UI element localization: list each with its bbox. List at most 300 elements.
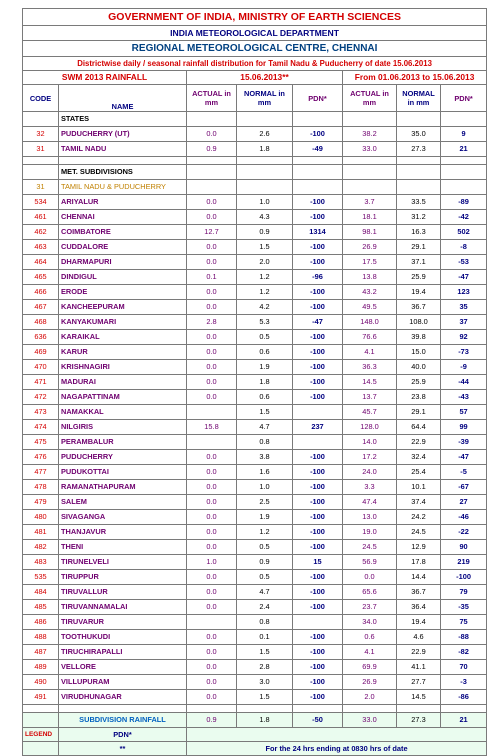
row-normal-daily: 1.9 bbox=[237, 510, 293, 525]
row-actual-daily: 0.0 bbox=[187, 285, 237, 300]
row-name: DINDIGUL bbox=[59, 270, 187, 285]
row-actual-seasonal: 4.1 bbox=[343, 645, 397, 660]
row-name: THENI bbox=[59, 540, 187, 555]
row-name: TOOTHUKUDI bbox=[59, 630, 187, 645]
row-actual-seasonal: 19.0 bbox=[343, 525, 397, 540]
row-pdn-seasonal: 75 bbox=[441, 615, 487, 630]
district-row bbox=[23, 660, 487, 675]
district-row bbox=[23, 195, 487, 210]
row-code: 490 bbox=[23, 675, 59, 690]
row-name: TIRUPPUR bbox=[59, 570, 187, 585]
row-code: 478 bbox=[23, 480, 59, 495]
row-pdn-seasonal: -44 bbox=[441, 375, 487, 390]
row-normal-seasonal: 24.2 bbox=[397, 510, 441, 525]
row-pdn-daily: -100 bbox=[293, 660, 343, 675]
row-actual-seasonal: 0.0 bbox=[343, 570, 397, 585]
row-normal-daily: 0.8 bbox=[237, 435, 293, 450]
district-row bbox=[23, 585, 487, 600]
row-name: TAMIL NADU bbox=[59, 142, 187, 157]
district-row bbox=[23, 240, 487, 255]
row-code: 534 bbox=[23, 195, 59, 210]
row-actual-daily: 0.0 bbox=[187, 480, 237, 495]
row-pdn-seasonal: 37 bbox=[441, 315, 487, 330]
district-row bbox=[23, 405, 487, 420]
row-normal-seasonal: 39.8 bbox=[397, 330, 441, 345]
row-actual-daily: 0.0 bbox=[187, 210, 237, 225]
row-normal-seasonal: 4.6 bbox=[397, 630, 441, 645]
subdivision-normal-seasonal: 27.3 bbox=[397, 713, 441, 728]
row-name: CHENNAI bbox=[59, 210, 187, 225]
row-code: 483 bbox=[23, 555, 59, 570]
row-code: 474 bbox=[23, 420, 59, 435]
row-code: 486 bbox=[23, 615, 59, 630]
row-normal-daily: 0.9 bbox=[237, 225, 293, 240]
row-pdn-daily: -100 bbox=[293, 285, 343, 300]
row-code: 477 bbox=[23, 465, 59, 480]
row-normal-daily: 0.5 bbox=[237, 540, 293, 555]
header-actual: ACTUAL in mm bbox=[187, 85, 237, 112]
row-name: TIRUCHIRAPALLI bbox=[59, 645, 187, 660]
row-normal-seasonal: 32.4 bbox=[397, 450, 441, 465]
row-name: VILLUPURAM bbox=[59, 675, 187, 690]
row-actual-seasonal: 17.5 bbox=[343, 255, 397, 270]
row-pdn-daily: -49 bbox=[293, 142, 343, 157]
row-name: TIRUNELVELI bbox=[59, 555, 187, 570]
row-normal-daily: 1.0 bbox=[237, 480, 293, 495]
subdivision-total-label: SUBDIVISION RAINFALL bbox=[59, 713, 187, 728]
row-actual-seasonal: 65.6 bbox=[343, 585, 397, 600]
district-row bbox=[23, 435, 487, 450]
row-actual-seasonal: 23.7 bbox=[343, 600, 397, 615]
row-pdn-seasonal: 99 bbox=[441, 420, 487, 435]
seasonal-range: From 01.06.2013 to 15.06.2013 bbox=[343, 71, 487, 85]
subdivision-pdn-seasonal: 21 bbox=[441, 713, 487, 728]
row-actual-daily: 0.0 bbox=[187, 690, 237, 705]
row-pdn-seasonal: -47 bbox=[441, 270, 487, 285]
row-actual-seasonal: 45.7 bbox=[343, 405, 397, 420]
row-actual-seasonal: 98.1 bbox=[343, 225, 397, 240]
row-code: 467 bbox=[23, 300, 59, 315]
row-pdn-seasonal: -100 bbox=[441, 570, 487, 585]
row-code: 481 bbox=[23, 525, 59, 540]
row-pdn-daily: -100 bbox=[293, 450, 343, 465]
row-normal-seasonal: 14.4 bbox=[397, 570, 441, 585]
row-pdn-seasonal: -89 bbox=[441, 195, 487, 210]
row-normal-daily: 0.9 bbox=[237, 555, 293, 570]
row-name: KARAIKAL bbox=[59, 330, 187, 345]
row-actual-daily: 0.0 bbox=[187, 645, 237, 660]
row-pdn-daily bbox=[293, 435, 343, 450]
row-normal-seasonal: 14.5 bbox=[397, 690, 441, 705]
row-actual-seasonal: 47.4 bbox=[343, 495, 397, 510]
row-code: 468 bbox=[23, 315, 59, 330]
row-actual-daily: 0.0 bbox=[187, 255, 237, 270]
header-normal: NORMAL in mm bbox=[237, 85, 293, 112]
row-name: VELLORE bbox=[59, 660, 187, 675]
row-normal-daily: 1.6 bbox=[237, 465, 293, 480]
state-row bbox=[23, 142, 487, 157]
row-actual-seasonal: 43.2 bbox=[343, 285, 397, 300]
row-actual-daily: 0.0 bbox=[187, 570, 237, 585]
row-actual-daily: 0.0 bbox=[187, 127, 237, 142]
row-normal-daily: 1.5 bbox=[237, 645, 293, 660]
row-normal-seasonal: 15.0 bbox=[397, 345, 441, 360]
header-actual-seasonal: ACTUAL in mm bbox=[343, 85, 397, 112]
row-normal-daily: 4.7 bbox=[237, 420, 293, 435]
row-name: NAGAPATTINAM bbox=[59, 390, 187, 405]
row-actual-daily bbox=[187, 405, 237, 420]
row-pdn-seasonal: -8 bbox=[441, 240, 487, 255]
row-actual-seasonal: 26.9 bbox=[343, 240, 397, 255]
row-code: 463 bbox=[23, 240, 59, 255]
district-row bbox=[23, 480, 487, 495]
row-code: 480 bbox=[23, 510, 59, 525]
subdivision-pdn-daily: -50 bbox=[293, 713, 343, 728]
row-name: KANCHEEPURAM bbox=[59, 300, 187, 315]
row-normal-seasonal: 22.9 bbox=[397, 645, 441, 660]
row-actual-seasonal: 128.0 bbox=[343, 420, 397, 435]
header-pdn-seasonal: PDN* bbox=[441, 85, 487, 112]
row-normal-daily: 3.8 bbox=[237, 450, 293, 465]
row-normal-daily: 1.8 bbox=[237, 375, 293, 390]
district-row bbox=[23, 690, 487, 705]
row-name: COIMBATORE bbox=[59, 225, 187, 240]
district-row bbox=[23, 615, 487, 630]
row-normal-daily: 2.8 bbox=[237, 660, 293, 675]
row-code: 473 bbox=[23, 405, 59, 420]
row-name: TIRUVARUR bbox=[59, 615, 187, 630]
row-code: 464 bbox=[23, 255, 59, 270]
row-normal-seasonal: 29.1 bbox=[397, 405, 441, 420]
row-name: RAMANATHAPURAM bbox=[59, 480, 187, 495]
row-pdn-seasonal: 79 bbox=[441, 585, 487, 600]
row-pdn-daily: -100 bbox=[293, 690, 343, 705]
district-row bbox=[23, 225, 487, 240]
row-normal-daily: 0.6 bbox=[237, 390, 293, 405]
row-pdn-daily: -100 bbox=[293, 675, 343, 690]
row-actual-seasonal: 26.9 bbox=[343, 675, 397, 690]
row-code: 489 bbox=[23, 660, 59, 675]
row-pdn-daily: -100 bbox=[293, 525, 343, 540]
row-normal-daily: 4.3 bbox=[237, 210, 293, 225]
row-name: KARUR bbox=[59, 345, 187, 360]
legend-star: ** bbox=[59, 742, 187, 756]
subdivision-actual-seasonal: 33.0 bbox=[343, 713, 397, 728]
row-normal-daily: 1.5 bbox=[237, 690, 293, 705]
row-actual-seasonal: 14.5 bbox=[343, 375, 397, 390]
row-normal-seasonal: 27.3 bbox=[397, 142, 441, 157]
row-pdn-seasonal: -53 bbox=[441, 255, 487, 270]
row-normal-seasonal: 64.4 bbox=[397, 420, 441, 435]
row-pdn-seasonal: 57 bbox=[441, 405, 487, 420]
row-actual-seasonal: 34.0 bbox=[343, 615, 397, 630]
district-row bbox=[23, 645, 487, 660]
row-actual-seasonal: 56.9 bbox=[343, 555, 397, 570]
row-actual-daily: 0.0 bbox=[187, 465, 237, 480]
row-pdn-daily: -100 bbox=[293, 330, 343, 345]
row-actual-daily: 0.0 bbox=[187, 240, 237, 255]
subdivision-normal-daily: 1.8 bbox=[237, 713, 293, 728]
row-normal-seasonal: 23.8 bbox=[397, 390, 441, 405]
row-normal-seasonal: 37.1 bbox=[397, 255, 441, 270]
row-actual-seasonal: 3.3 bbox=[343, 480, 397, 495]
row-normal-daily: 1.2 bbox=[237, 285, 293, 300]
row-pdn-daily: -100 bbox=[293, 540, 343, 555]
header-name: NAME bbox=[59, 85, 187, 112]
row-actual-daily: 0.0 bbox=[187, 390, 237, 405]
row-actual-daily: 0.1 bbox=[187, 270, 237, 285]
row-normal-daily: 1.9 bbox=[237, 360, 293, 375]
row-pdn-daily: -100 bbox=[293, 465, 343, 480]
district-row bbox=[23, 390, 487, 405]
row-normal-seasonal: 40.0 bbox=[397, 360, 441, 375]
row-actual-daily: 12.7 bbox=[187, 225, 237, 240]
row-normal-seasonal: 25.9 bbox=[397, 270, 441, 285]
row-pdn-daily bbox=[293, 615, 343, 630]
row-normal-seasonal: 36.7 bbox=[397, 585, 441, 600]
row-pdn-daily: -96 bbox=[293, 270, 343, 285]
row-name: PUDUKOTTAI bbox=[59, 465, 187, 480]
district-row bbox=[23, 450, 487, 465]
row-normal-seasonal: 25.9 bbox=[397, 375, 441, 390]
row-name: NAMAKKAL bbox=[59, 405, 187, 420]
row-pdn-daily: -47 bbox=[293, 315, 343, 330]
row-code: 535 bbox=[23, 570, 59, 585]
row-pdn-daily: -100 bbox=[293, 375, 343, 390]
title-ministry: GOVERNMENT OF INDIA, MINISTRY OF EARTH SCIENCES bbox=[23, 9, 487, 26]
row-code: 487 bbox=[23, 645, 59, 660]
row-actual-daily: 2.8 bbox=[187, 315, 237, 330]
row-pdn-daily: -100 bbox=[293, 195, 343, 210]
row-normal-daily: 1.5 bbox=[237, 405, 293, 420]
row-pdn-seasonal: 92 bbox=[441, 330, 487, 345]
row-pdn-daily: -100 bbox=[293, 645, 343, 660]
row-actual-seasonal: 24.5 bbox=[343, 540, 397, 555]
row-normal-seasonal: 33.5 bbox=[397, 195, 441, 210]
row-pdn-seasonal: 502 bbox=[441, 225, 487, 240]
row-actual-daily bbox=[187, 615, 237, 630]
subdivision-code: 31 bbox=[23, 180, 59, 195]
legend-pdn: PDN* bbox=[59, 728, 187, 742]
row-normal-daily: 0.6 bbox=[237, 345, 293, 360]
row-name: KRISHNAGIRI bbox=[59, 360, 187, 375]
district-row bbox=[23, 675, 487, 690]
row-normal-daily: 0.1 bbox=[237, 630, 293, 645]
row-pdn-daily: -100 bbox=[293, 345, 343, 360]
row-pdn-daily: -100 bbox=[293, 127, 343, 142]
district-row bbox=[23, 375, 487, 390]
district-row bbox=[23, 315, 487, 330]
row-actual-daily: 0.0 bbox=[187, 630, 237, 645]
row-normal-daily: 4.2 bbox=[237, 300, 293, 315]
district-row bbox=[23, 570, 487, 585]
row-normal-seasonal: 17.8 bbox=[397, 555, 441, 570]
row-pdn-seasonal: -43 bbox=[441, 390, 487, 405]
row-pdn-seasonal: -22 bbox=[441, 525, 487, 540]
title-imd: INDIA METEOROLOGICAL DEPARTMENT bbox=[23, 26, 487, 41]
subdivision-name: TAMIL NADU & PUDUCHERRY bbox=[59, 180, 187, 195]
row-normal-daily: 4.7 bbox=[237, 585, 293, 600]
header-pdn: PDN* bbox=[293, 85, 343, 112]
legend-note: For the 24 hrs ending at 0830 hrs of date bbox=[187, 742, 487, 756]
row-normal-daily: 0.5 bbox=[237, 570, 293, 585]
district-row bbox=[23, 360, 487, 375]
row-normal-seasonal: 12.9 bbox=[397, 540, 441, 555]
row-pdn-seasonal: -3 bbox=[441, 675, 487, 690]
row-pdn-seasonal: -86 bbox=[441, 690, 487, 705]
district-row bbox=[23, 345, 487, 360]
row-code: 461 bbox=[23, 210, 59, 225]
table-subtitle: Districtwise daily / seasonal rainfall distribution for Tamil Nadu & Puducherry of date 15.06.2013 bbox=[23, 57, 487, 71]
row-normal-daily: 1.5 bbox=[237, 240, 293, 255]
row-code: 466 bbox=[23, 285, 59, 300]
row-code: 484 bbox=[23, 585, 59, 600]
row-actual-daily: 0.0 bbox=[187, 510, 237, 525]
row-pdn-seasonal: -42 bbox=[441, 210, 487, 225]
met-subdivisions-label: MET. SUBDIVISIONS bbox=[59, 165, 187, 180]
row-pdn-daily: 237 bbox=[293, 420, 343, 435]
row-normal-seasonal: 16.3 bbox=[397, 225, 441, 240]
row-pdn-daily: -100 bbox=[293, 390, 343, 405]
row-actual-daily: 0.0 bbox=[187, 675, 237, 690]
row-name: SALEM bbox=[59, 495, 187, 510]
row-actual-seasonal: 13.8 bbox=[343, 270, 397, 285]
district-row bbox=[23, 540, 487, 555]
daily-date: 15.06.2013** bbox=[187, 71, 343, 85]
row-pdn-seasonal: 219 bbox=[441, 555, 487, 570]
row-actual-seasonal: 14.0 bbox=[343, 435, 397, 450]
row-name: DHARMAPURI bbox=[59, 255, 187, 270]
row-actual-seasonal: 2.0 bbox=[343, 690, 397, 705]
row-actual-daily: 0.0 bbox=[187, 540, 237, 555]
row-pdn-daily: -100 bbox=[293, 300, 343, 315]
row-normal-seasonal: 29.1 bbox=[397, 240, 441, 255]
district-row bbox=[23, 420, 487, 435]
row-name: THANJAVUR bbox=[59, 525, 187, 540]
row-code: 491 bbox=[23, 690, 59, 705]
row-actual-seasonal: 0.6 bbox=[343, 630, 397, 645]
row-pdn-seasonal: -5 bbox=[441, 465, 487, 480]
row-normal-seasonal: 108.0 bbox=[397, 315, 441, 330]
row-pdn-seasonal: -9 bbox=[441, 360, 487, 375]
row-pdn-daily: -100 bbox=[293, 585, 343, 600]
row-normal-daily: 0.8 bbox=[237, 615, 293, 630]
row-actual-daily: 0.0 bbox=[187, 195, 237, 210]
row-actual-daily: 0.0 bbox=[187, 300, 237, 315]
row-pdn-daily: -100 bbox=[293, 240, 343, 255]
subdivision-total-row bbox=[23, 713, 487, 728]
row-code: 482 bbox=[23, 540, 59, 555]
row-code: 470 bbox=[23, 360, 59, 375]
row-pdn-seasonal: -82 bbox=[441, 645, 487, 660]
row-name: PUDUCHERRY bbox=[59, 450, 187, 465]
row-normal-daily: 1.0 bbox=[237, 195, 293, 210]
district-row bbox=[23, 510, 487, 525]
district-row bbox=[23, 555, 487, 570]
row-actual-daily: 0.0 bbox=[187, 585, 237, 600]
row-actual-seasonal: 38.2 bbox=[343, 127, 397, 142]
row-code: 469 bbox=[23, 345, 59, 360]
row-pdn-seasonal: -39 bbox=[441, 435, 487, 450]
row-actual-daily: 0.0 bbox=[187, 345, 237, 360]
district-row bbox=[23, 255, 487, 270]
legend-label: LEGEND bbox=[23, 728, 59, 742]
row-name: VIRUDHUNAGAR bbox=[59, 690, 187, 705]
row-code: 476 bbox=[23, 450, 59, 465]
row-code: 636 bbox=[23, 330, 59, 345]
row-pdn-daily: -100 bbox=[293, 570, 343, 585]
row-actual-daily: 0.0 bbox=[187, 525, 237, 540]
state-row bbox=[23, 127, 487, 142]
row-actual-daily: 15.8 bbox=[187, 420, 237, 435]
row-pdn-daily: -100 bbox=[293, 600, 343, 615]
row-pdn-daily: -100 bbox=[293, 630, 343, 645]
row-pdn-daily: -100 bbox=[293, 255, 343, 270]
row-name: MADURAI bbox=[59, 375, 187, 390]
row-actual-daily: 0.0 bbox=[187, 360, 237, 375]
row-actual-seasonal: 33.0 bbox=[343, 142, 397, 157]
legend-pdn-note bbox=[187, 728, 487, 742]
row-actual-daily: 0.0 bbox=[187, 450, 237, 465]
row-normal-seasonal: 24.5 bbox=[397, 525, 441, 540]
row-normal-daily: 1.8 bbox=[237, 142, 293, 157]
row-pdn-daily: -100 bbox=[293, 495, 343, 510]
row-actual-daily: 1.0 bbox=[187, 555, 237, 570]
row-normal-seasonal: 36.4 bbox=[397, 600, 441, 615]
title-rmc: REGIONAL METEOROLOGICAL CENTRE, CHENNAI bbox=[23, 41, 487, 57]
row-pdn-seasonal: 90 bbox=[441, 540, 487, 555]
row-code: 472 bbox=[23, 390, 59, 405]
row-actual-seasonal: 17.2 bbox=[343, 450, 397, 465]
row-actual-seasonal: 76.6 bbox=[343, 330, 397, 345]
row-pdn-seasonal: 27 bbox=[441, 495, 487, 510]
row-name: TIRUVALLUR bbox=[59, 585, 187, 600]
row-name: PERAMBALUR bbox=[59, 435, 187, 450]
row-name: CUDDALORE bbox=[59, 240, 187, 255]
district-row bbox=[23, 270, 487, 285]
row-pdn-daily: 1314 bbox=[293, 225, 343, 240]
row-normal-daily: 2.0 bbox=[237, 255, 293, 270]
row-pdn-seasonal: -88 bbox=[441, 630, 487, 645]
row-actual-seasonal: 148.0 bbox=[343, 315, 397, 330]
row-pdn-daily bbox=[293, 405, 343, 420]
row-actual-seasonal: 4.1 bbox=[343, 345, 397, 360]
row-normal-seasonal: 37.4 bbox=[397, 495, 441, 510]
row-actual-seasonal: 13.0 bbox=[343, 510, 397, 525]
row-normal-seasonal: 19.4 bbox=[397, 615, 441, 630]
row-name: ARIYALUR bbox=[59, 195, 187, 210]
row-pdn-seasonal: -47 bbox=[441, 450, 487, 465]
row-pdn-seasonal: 21 bbox=[441, 142, 487, 157]
row-normal-seasonal: 19.4 bbox=[397, 285, 441, 300]
row-code: 465 bbox=[23, 270, 59, 285]
row-pdn-seasonal: -67 bbox=[441, 480, 487, 495]
row-pdn-daily: -100 bbox=[293, 360, 343, 375]
row-normal-daily: 1.2 bbox=[237, 525, 293, 540]
row-actual-daily: 0.0 bbox=[187, 330, 237, 345]
row-name: KANYAKUMARI bbox=[59, 315, 187, 330]
row-normal-seasonal: 27.7 bbox=[397, 675, 441, 690]
district-row bbox=[23, 525, 487, 540]
header-normal-seasonal: NORMAL in mm bbox=[397, 85, 441, 112]
row-name: TIRUVANNAMALAI bbox=[59, 600, 187, 615]
district-row bbox=[23, 630, 487, 645]
row-pdn-daily: -100 bbox=[293, 210, 343, 225]
row-normal-daily: 1.2 bbox=[237, 270, 293, 285]
row-code: 462 bbox=[23, 225, 59, 240]
row-normal-daily: 2.5 bbox=[237, 495, 293, 510]
district-row bbox=[23, 465, 487, 480]
